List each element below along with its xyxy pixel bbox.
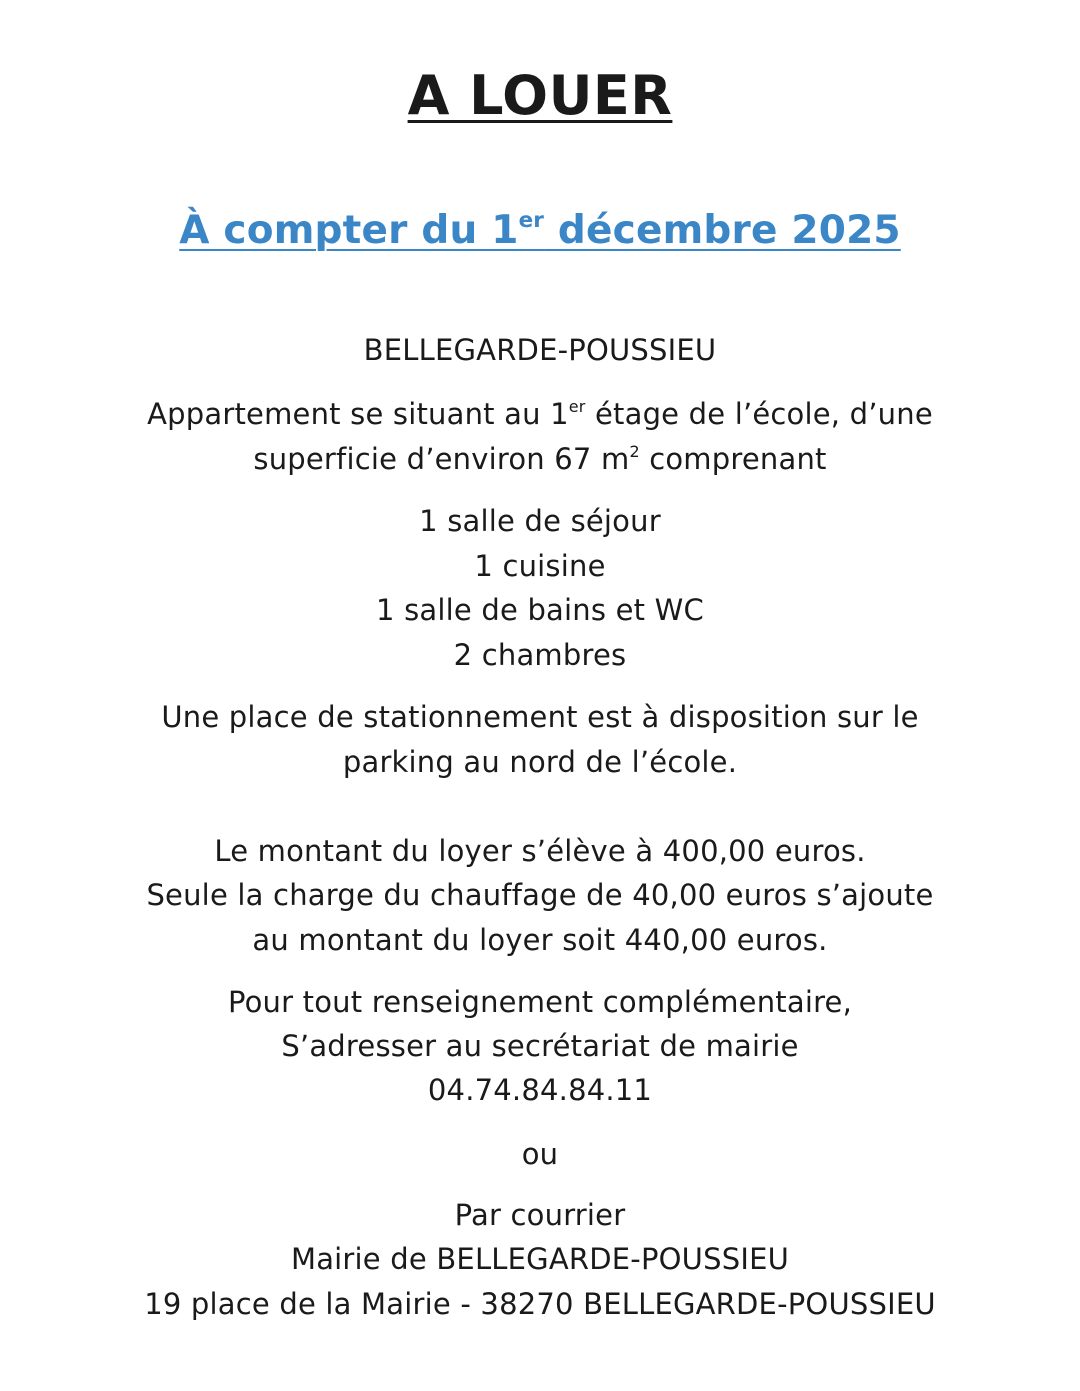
title-text: A LOUER (407, 64, 673, 127)
rent-line-3: au montant du loyer soit 440,00 euros. (252, 923, 828, 957)
mail-address: 19 place de la Mairie - 38270 BELLEGARDE-POUSSIEU (144, 1287, 936, 1321)
page-title (0, 64, 1080, 128)
date-after: décembre 2025 (544, 208, 901, 253)
desc1-after: étage de l’école, d’une (585, 397, 933, 431)
availability-date (0, 206, 1080, 256)
date-underline (179, 208, 901, 253)
room-item: 1 cuisine (474, 549, 606, 583)
desc2-after: comprenant (639, 442, 827, 476)
town-name: BELLEGARDE-POUSSIEU (363, 333, 717, 367)
desc2-sup: 2 (629, 441, 640, 461)
description-line-1 (0, 396, 1080, 432)
room-item: 2 chambres (453, 638, 627, 672)
date-sup: er (518, 207, 545, 233)
mail-line-1: Par courrier (454, 1198, 626, 1232)
phone-number: 04.74.84.84.11 (427, 1073, 653, 1107)
parking-line-1: Une place de stationnement est à disposition sur le (161, 700, 919, 734)
desc1-before: Appartement se situant au 1 (147, 397, 569, 431)
description-line-2 (0, 441, 1080, 477)
desc2-before: superficie d’environ 67 m (253, 442, 630, 476)
desc1-sup: er (568, 396, 586, 416)
room-item: 1 salle de séjour (419, 504, 661, 538)
or-separator: ou (521, 1137, 559, 1171)
contact-line-2: S’adresser au secrétariat de mairie (281, 1029, 799, 1063)
rent-line-2: Seule la charge du chauffage de 40,00 euros s’ajoute (146, 878, 934, 912)
mail-line-2: Mairie de BELLEGARDE-POUSSIEU (290, 1242, 790, 1276)
room-item: 1 salle de bains et WC (376, 593, 704, 627)
date-before: À compter du 1 (179, 208, 519, 253)
parking-line-2: parking au nord de l’école. (342, 745, 738, 779)
rent-line-1: Le montant du loyer s’élève à 400,00 euros. (214, 834, 866, 868)
contact-line-1: Pour tout renseignement complémentaire, (227, 985, 853, 1019)
